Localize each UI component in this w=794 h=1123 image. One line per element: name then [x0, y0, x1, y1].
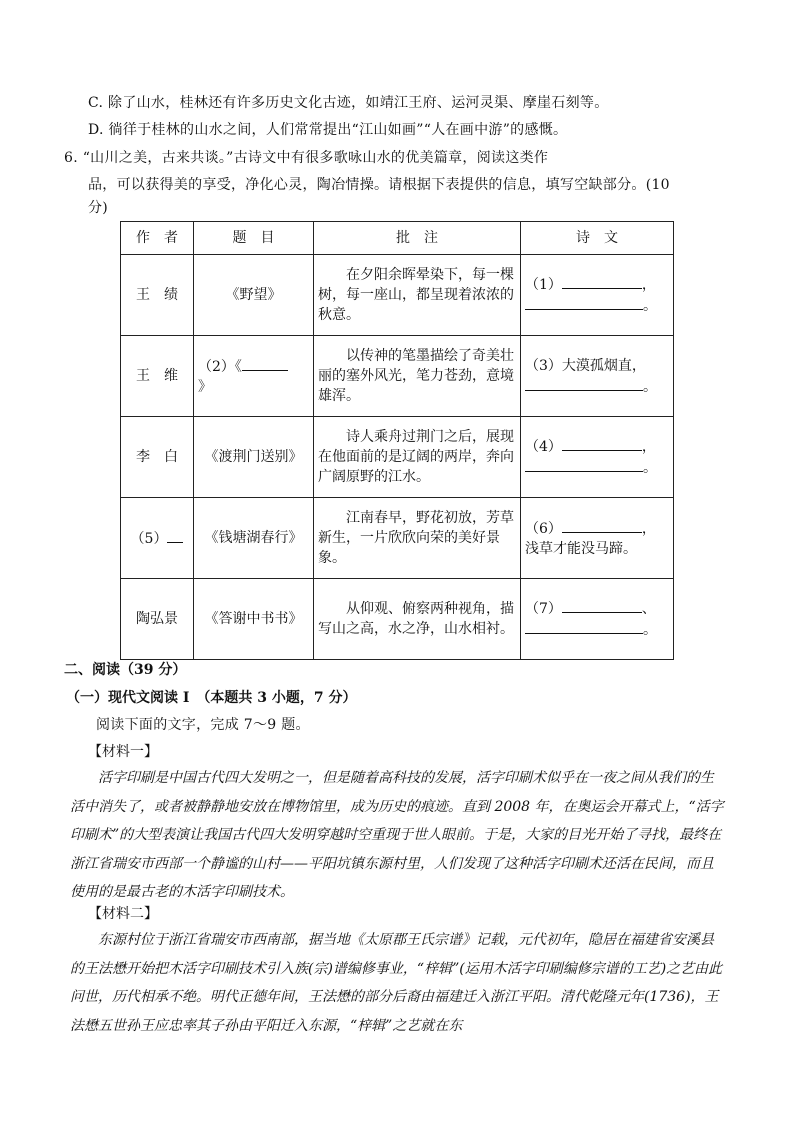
answer-blank[interactable] [525, 619, 643, 634]
poem-table [120, 221, 674, 660]
annotation-cell: 江南春早，野花初放，芳草新生，一片欣欣向荣的美好景象。 [314, 498, 521, 579]
title-cell: 《野望》 [194, 255, 314, 336]
verse-cell: （6） ， 浅草才能没马蹄。 [521, 498, 674, 579]
subsection-heading: （一）现代文阅读 I （本题共 3 小题，7 分） [66, 690, 357, 706]
annotation-cell: 从仰观、俯察两种视角，描写山之高，水之净，山水相衬。 [314, 579, 521, 660]
material-2-label: 【材料二】 [88, 906, 158, 922]
reading-instruction: 阅读下面的文字，完成 7～9 题。 [96, 717, 310, 733]
title-cell: （2）《 》 [194, 336, 314, 417]
author-cell: 陶弘景 [121, 579, 194, 660]
question-6-stem-cont: 品，可以获得美的享受，净化心灵，陶冶情操。请根据下表提供的信息，填写空缺部分。(10 [88, 177, 670, 193]
header-author: 作 者 [121, 222, 194, 255]
table-row [121, 417, 674, 498]
answer-blank[interactable] [562, 518, 642, 533]
answer-blank[interactable] [562, 274, 642, 289]
author-cell: 李 白 [121, 417, 194, 498]
annotation-cell: 诗人乘舟过荆门之后，展现在他面前的是辽阔的两岸，奔向广阔原野的江水。 [314, 417, 521, 498]
annotation-cell: 以传神的笔墨描绘了奇美壮丽的塞外风光，笔力苍劲，意境雄浑。 [314, 336, 521, 417]
material-2-text: 东源村位于浙江省瑞安市西南部，据当地《太原郡王氏宗谱》记载，元代初年，隐居在福建省安溪县的王法懋开始把木活字印刷技术引入族(宗)谱编修事业，“梓辑”(运用木活字印刷编修宗谱的工艺)之艺由此问世，历代相承不绝。明代正德年间，王法懋的部分后裔由福建迁入浙江平阳。清代乾隆元年(1736)，王法懋五世孙王应忠率其子孙由平阳迁入东源，“梓辑”之艺就在东 [70, 932, 723, 1034]
section-heading: 二、阅读（39 分） [64, 662, 187, 678]
header-title: 题 目 [194, 222, 314, 255]
material-1-label: 【材料一】 [88, 744, 158, 760]
table-row [121, 498, 674, 579]
author-cell: （5） [121, 498, 194, 579]
header-verse: 诗 文 [521, 222, 674, 255]
table-row [121, 579, 674, 660]
answer-blank[interactable] [242, 356, 288, 371]
option-c: C. 除了山水，桂林还有许多历史文化古迹，如靖江王府、运河灵渠、摩崖石刻等。 [88, 95, 609, 111]
table-row [121, 255, 674, 336]
verse-cell: （7） 、 。 [521, 579, 674, 660]
answer-blank[interactable] [562, 598, 642, 613]
title-cell: 《钱塘湖春行》 [194, 498, 314, 579]
question-6-stem: 6. “山川之美，古来共谈。”古诗文中有很多歌咏山水的优美篇章，阅读这类作 [64, 150, 549, 166]
verse-cell: （3）大漠孤烟直， 。 [521, 336, 674, 417]
title-cell: 《答谢中书书》 [194, 579, 314, 660]
material-1-text: 活字印刷是中国古代四大发明之一，但是随着高科技的发展，活字印刷术似乎在一夜之间从我们的生活中消失了，或者被静静地安放在博物馆里，成为历史的痕迹。直到 2008 年，在奥运会开幕式上，“活字印刷术”的大型表演让我国古代四大发明穿越时空重现于世人眼前。于是，大家的目光开始了寻找，最终在浙江省瑞安市西部一个静谧的山村——平阳坑镇东源村里，人们发现了这种活字印刷术还活在民间，而且使用的是最古老的木活字印刷技术。 [70, 770, 724, 900]
title-cell: 《渡荆门送别》 [194, 417, 314, 498]
author-cell: 王 绩 [121, 255, 194, 336]
answer-blank[interactable] [167, 528, 183, 543]
option-d: D. 徜徉于桂林的山水之间，人们常常提出“江山如画”“人在画中游”的感慨。 [88, 122, 568, 138]
table-row [121, 336, 674, 417]
answer-blank[interactable] [525, 295, 643, 310]
table-header-row [121, 222, 674, 255]
answer-blank[interactable] [525, 376, 643, 391]
verse-cell: （1） ， 。 [521, 255, 674, 336]
header-annotation: 批 注 [314, 222, 521, 255]
annotation-cell: 在夕阳余晖晕染下，每一棵树，每一座山，都呈现着浓浓的秋意。 [314, 255, 521, 336]
question-6-points: 分) [88, 200, 109, 216]
answer-blank[interactable] [562, 436, 642, 451]
verse-cell: （4） ， 。 [521, 417, 674, 498]
answer-blank[interactable] [525, 457, 643, 472]
author-cell: 王 维 [121, 336, 194, 417]
